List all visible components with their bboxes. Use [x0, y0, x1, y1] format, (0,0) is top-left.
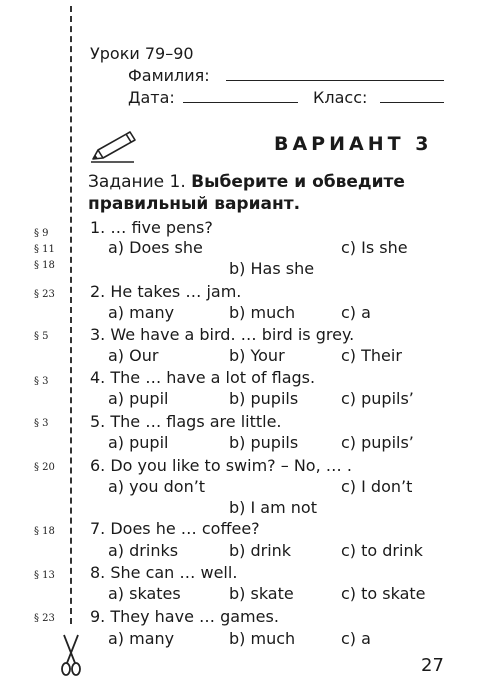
answer-option[interactable]: b) Your	[229, 346, 285, 365]
answer-option[interactable]: c) pupils’	[341, 433, 414, 452]
pencil-icon	[88, 128, 140, 164]
answer-option[interactable]: b) drink	[229, 541, 292, 560]
answer-option[interactable]: c) Their	[341, 346, 402, 365]
class-field[interactable]	[380, 102, 444, 103]
answer-option[interactable]: a) pupil	[108, 389, 169, 408]
task-title	[88, 172, 405, 214]
section-ref: § 9	[34, 228, 49, 239]
class-label: Класс:	[313, 88, 368, 107]
answer-option[interactable]: a) drinks	[108, 541, 179, 560]
question: 2. He takes … jam.	[90, 282, 242, 301]
section-ref: § 23	[34, 613, 55, 624]
answer-option[interactable]: a) pupil	[108, 433, 169, 452]
answer-option[interactable]: b) much	[229, 629, 296, 648]
task-instruction: Выберите и обведите	[191, 172, 405, 192]
answer-option[interactable]: a) many	[108, 303, 175, 322]
answer-option[interactable]: b) pupils	[229, 433, 299, 452]
surname-field[interactable]	[226, 80, 444, 81]
answer-option[interactable]: a) skates	[108, 584, 181, 603]
task-label: Задание 1.	[88, 172, 186, 192]
section-ref: § 13	[34, 570, 55, 581]
answer-option[interactable]: a) Does she	[108, 238, 203, 257]
answer-option[interactable]: c) to drink	[341, 541, 423, 560]
section-ref: § 20	[34, 462, 55, 473]
section-ref: § 3	[34, 376, 49, 387]
section-ref: § 18	[34, 526, 55, 537]
question: 6. Do you like to swim? – No, … .	[90, 456, 352, 475]
page-number: 27	[421, 655, 444, 676]
date-label: Дата:	[128, 88, 175, 107]
answer-option[interactable]: b) much	[229, 303, 296, 322]
lessons-label: Уроки 79–90	[90, 44, 194, 63]
cut-line	[70, 6, 72, 624]
surname-label: Фамилия:	[128, 66, 210, 85]
answer-option[interactable]: c) pupils’	[341, 389, 414, 408]
answer-option[interactable]: c) a	[341, 303, 371, 322]
answer-option[interactable]: b) skate	[229, 584, 294, 603]
answer-option[interactable]: c) a	[341, 629, 371, 648]
question: 5. The … flags are little.	[90, 412, 282, 431]
section-ref: § 11	[34, 244, 55, 255]
question: 9. They have … games.	[90, 607, 279, 626]
answer-option[interactable]: b) pupils	[229, 389, 299, 408]
answer-option[interactable]: c) to skate	[341, 584, 426, 603]
answer-option[interactable]: a) many	[108, 629, 175, 648]
question: 3. We have a bird. … bird is grey.	[90, 325, 355, 344]
question: 8. She can … well.	[90, 563, 238, 582]
section-ref: § 23	[34, 289, 55, 300]
answer-option[interactable]: a) you don’t	[108, 477, 206, 496]
answer-option[interactable]: b) Has she	[229, 259, 315, 278]
answer-option[interactable]: a) Our	[108, 346, 159, 365]
variant-title: ВАРИАНТ 3	[274, 133, 433, 155]
task-instruction-2: правильный вариант.	[88, 194, 301, 214]
answer-option[interactable]: b) I am not	[229, 498, 317, 517]
question: 4. The … have a lot of flags.	[90, 368, 316, 387]
section-ref: § 3	[34, 418, 49, 429]
scissors-icon	[60, 633, 82, 677]
date-field[interactable]	[183, 102, 298, 103]
section-ref: § 5	[34, 331, 49, 342]
section-ref: § 18	[34, 260, 55, 271]
question: 7. Does he … coffee?	[90, 519, 260, 538]
answer-option[interactable]: c) I don’t	[341, 477, 413, 496]
question: 1. … five pens?	[90, 218, 213, 237]
answer-option[interactable]: c) Is she	[341, 238, 408, 257]
